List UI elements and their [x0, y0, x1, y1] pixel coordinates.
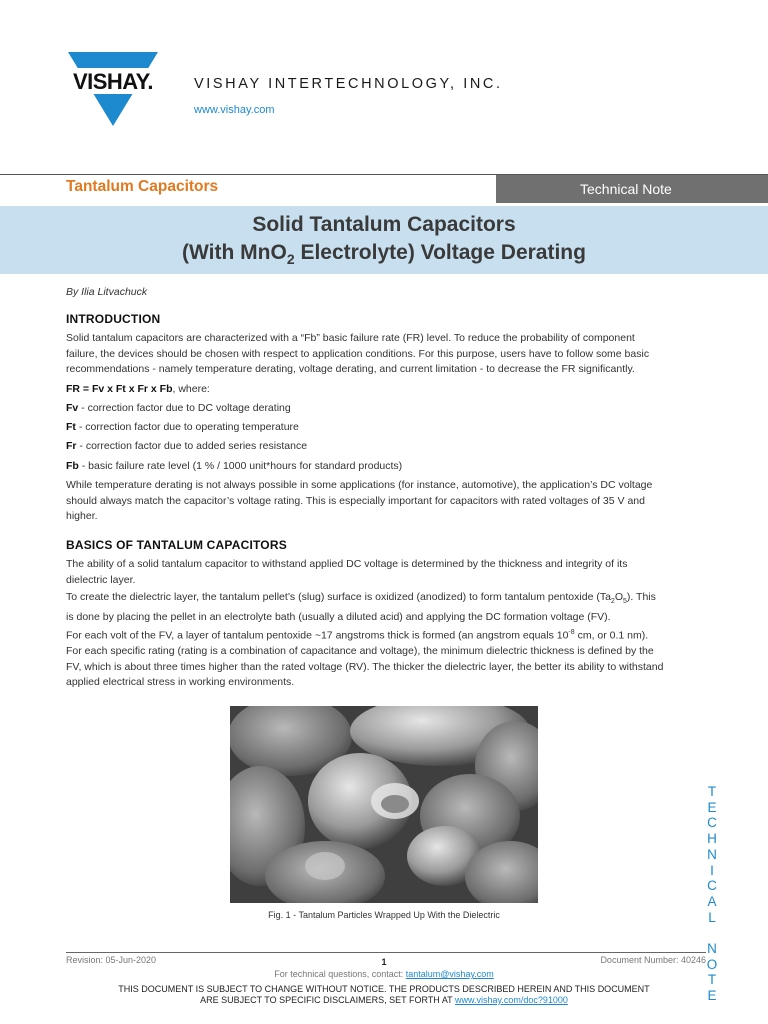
side-label-letter: [704, 925, 720, 941]
technical-note-label: Technical Note: [580, 181, 672, 197]
figure-caption: Fig. 1 - Tantalum Particles Wrapped Up With the Dielectric: [268, 910, 500, 920]
vishay-logo[interactable]: [66, 48, 160, 128]
side-label-letter: E: [707, 988, 717, 1004]
definition-fv: Fv - correction factor due to DC voltage derating: [66, 402, 291, 414]
side-label-letter: I: [710, 862, 714, 878]
figure-sem-image: [230, 706, 538, 903]
contact-line: For technical questions, contact: tantalum@vishay.com: [274, 969, 494, 979]
document-number: Document Number: 40246: [600, 955, 706, 965]
company-name: VISHAY INTERTECHNOLOGY, INC.: [194, 76, 503, 92]
section-title: Tantalum Capacitors: [66, 178, 219, 195]
basics-paragraph-1: The ability of a solid tantalum capacitor to withstand applied DC voltage is determined by the thickness and integrity of its dielectric layer.: [66, 558, 628, 586]
side-label-letter: H: [707, 831, 717, 847]
disclaimer-line2: ARE SUBJECT TO SPECIFIC DISCLAIMERS, SET FORTH AT www.vishay.com/doc?91000: [200, 995, 568, 1005]
intro-heading: INTRODUCTION: [66, 312, 161, 326]
intro-closing-paragraph: While temperature derating is not always possible in some applications (for instance, automotive), the application’s DC voltage should always match the capacitor’s voltage rating. This is especially important for capacitors with rated voltages of 35 V and higher.: [66, 479, 653, 523]
side-label-letter: N: [707, 846, 717, 862]
side-label-letter: L: [708, 909, 716, 925]
revision-date: Revision: 05-Jun-2020: [66, 955, 157, 965]
definition-ft: Ft - correction factor due to operating temperature: [66, 421, 299, 433]
basics-paragraph-3: For each volt of the FV, a layer of tantalum pentoxide ~17 angstroms thick is formed (an angstrom equals $10^{-8}$ cm, or 0.1 nm). For each specific rating (rating is a combination of capacitance and voltage), the minimum dielectric thickness is defined by the FV, which is about three times higher than the rated voltage (RV). The thicker the dielectric layer, the better its ability to withstand applied electrical stress in working environments.: [66, 629, 664, 689]
side-label-letter: C: [707, 878, 717, 894]
author-byline: By Ilia Litvachuck: [66, 286, 148, 298]
intro-paragraph: Solid tantalum capacitors are characterized with a “Fb” basic failure rate (FR) level. To reduce the probability of component failure, the devices should be chosen with respect to application conditions. For this purpose, users have to follow some basic recommendations - namely temperature derating, voltage derating, and current limitation - to decrease the FR significantly.: [66, 332, 650, 376]
basics-heading: BASICS OF TANTALUM CAPACITORS: [66, 538, 287, 552]
side-label-letter: N: [707, 941, 717, 957]
basics-paragraph-2: To create the dielectric layer, the tantalum pellet’s (slug) surface is oxidized (anodized) to form tantalum pentoxide $(Ta_2O_5)$. This is done by placing the pellet in an electrolyte bath (usually a diluted acid) and applying the DC formation voltage (FV).: [66, 591, 656, 623]
footer-divider: [66, 952, 706, 953]
side-label-letter: A: [707, 893, 717, 909]
disclaimer-link[interactable]: www.vishay.com/doc?91000: [455, 995, 568, 1005]
side-label-letter: E: [707, 799, 717, 815]
document-title-line2: (With MnO$_2$ Electrolyte) Voltage Derating: [182, 241, 586, 268]
contact-email-link[interactable]: tantalum@vishay.com: [405, 969, 494, 979]
page-number: 1: [381, 957, 387, 967]
document-title-line1: Solid Tantalum Capacitors: [252, 213, 516, 236]
side-label-letter: T: [707, 972, 717, 988]
logo-wordmark: VISHAY.: [72, 69, 154, 94]
side-label-letter: T: [707, 784, 717, 799]
definition-fr: Fr - correction factor due to added series resistance: [66, 440, 308, 452]
side-label-letter: C: [707, 815, 717, 831]
definition-fb: Fb - basic failure rate level (1 % / 1000 unit*hours for standard products): [66, 460, 403, 472]
formula: FR = Fv x Ft x Fr x Fb, where:: [66, 383, 210, 395]
side-label-letter: O: [706, 956, 718, 972]
disclaimer-line1: THIS DOCUMENT IS SUBJECT TO CHANGE WITHOUT NOTICE. THE PRODUCTS DESCRIBED HEREIN AND THIS DOCUMENT: [118, 984, 650, 994]
website-link[interactable]: www.vishay.com: [194, 104, 275, 116]
